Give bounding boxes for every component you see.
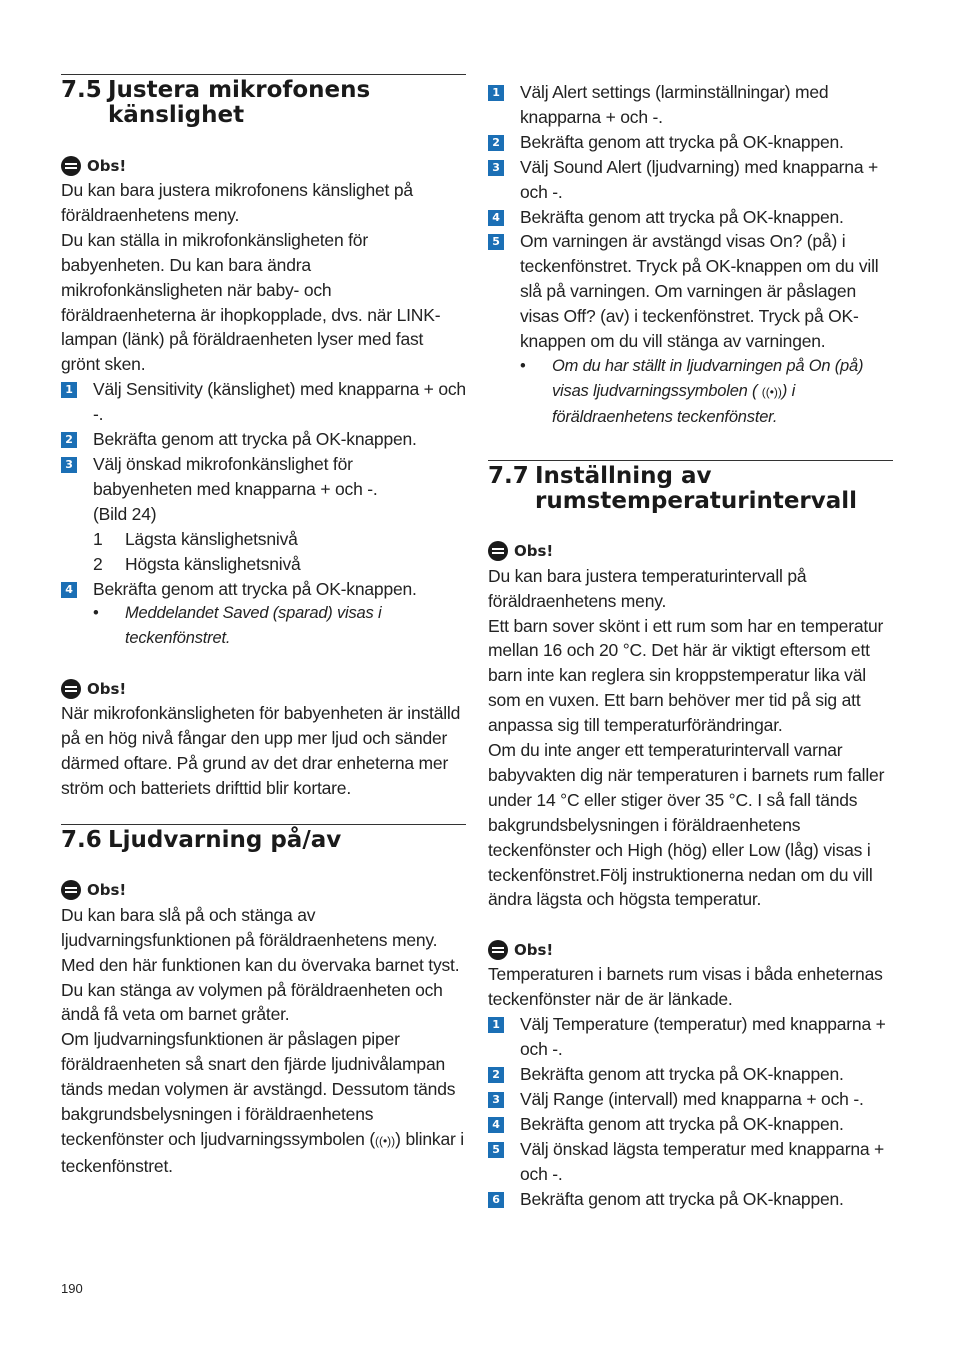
sub-item bbox=[61, 527, 466, 552]
section-7-7 bbox=[488, 460, 893, 1212]
note-icon bbox=[61, 880, 81, 900]
step-number: 1 bbox=[488, 85, 504, 101]
step-text: Välj Sensitivity (känslighet) med knapparna + och -. bbox=[93, 379, 466, 425]
step-list bbox=[488, 1012, 893, 1211]
step-text: Välj Alert settings (larminställningar) med knapparna + och -. bbox=[520, 82, 829, 127]
step-item bbox=[61, 452, 466, 527]
step-item bbox=[488, 1112, 893, 1137]
section-number: 7.5 bbox=[61, 77, 102, 103]
step-item bbox=[488, 1012, 893, 1062]
note-text: Du kan bara justera mikrofonens känslighet på föräldraenhetens meny. bbox=[61, 180, 413, 225]
step-item bbox=[488, 155, 893, 205]
step-item bbox=[61, 427, 466, 452]
sound-alert-icon: ((•)) bbox=[374, 1134, 396, 1148]
section-7-6-heading bbox=[61, 828, 466, 853]
step-text: Bekräfta genom att trycka på OK-knappen. bbox=[520, 1113, 844, 1134]
step-text: Om varningen är avstängd visas On? (på) i teckenfönstret. Tryck på OK-knappen om du vill slå på varningen. Om varningen är påslagen visas Off? (av) i teckenfönstret. Tryck på OK-knappen om du vill stänga av varningen. bbox=[520, 231, 879, 352]
step-item bbox=[488, 1087, 893, 1112]
step-item bbox=[488, 229, 893, 354]
bullet-text-part: ) i föräldraenhetens teckenfönster. bbox=[552, 381, 796, 426]
step-number: 6 bbox=[488, 1192, 504, 1208]
section-title: Ljudvarning på/av bbox=[108, 826, 342, 853]
step-number: 3 bbox=[488, 160, 504, 176]
bullet-text: Meddelandet Saved (sparad) visas i teckenfönstret. bbox=[125, 604, 382, 648]
step-text: Bekräfta genom att trycka på OK-knappen. bbox=[520, 1188, 844, 1209]
section-number: 7.6 bbox=[61, 826, 102, 853]
step-text: Bekräfta genom att trycka på OK-knappen. bbox=[520, 1064, 844, 1084]
section-title: Inställning av rumstemperaturintervall bbox=[535, 462, 858, 514]
note-icon bbox=[61, 156, 81, 176]
sub-number: 2 bbox=[93, 553, 103, 574]
bullet-item bbox=[488, 354, 893, 430]
note-label: Obs! bbox=[87, 881, 127, 900]
note-heading bbox=[488, 539, 893, 564]
bullet-dot: • bbox=[93, 604, 99, 623]
step-number: 1 bbox=[61, 382, 77, 398]
step-number: 4 bbox=[61, 582, 77, 598]
note-text bbox=[61, 1027, 466, 1178]
sub-text: Högsta känslighetsnivå bbox=[125, 553, 301, 574]
step-number: 5 bbox=[488, 234, 504, 250]
note-heading bbox=[61, 676, 466, 701]
note-text: Du kan bara justera temperaturintervall på föräldraenhetens meny. bbox=[488, 565, 807, 611]
sub-item bbox=[61, 552, 466, 577]
step-item bbox=[488, 1062, 893, 1087]
sound-alert-icon: ((•)) bbox=[761, 384, 782, 399]
note-text: Du kan bara slå på och stänga av ljudvarningsfunktionen på föräldraenhetens meny. Med den här funktionen kan du övervaka barnet tyst. Du kan stänga av volymen på föräldraenheten och ändå få veta om barnet gråter. bbox=[61, 904, 460, 1025]
bullet-item bbox=[61, 601, 466, 651]
step-number: 3 bbox=[61, 457, 77, 473]
step-text: Välj önskad lägsta temperatur med knapparna + och -. bbox=[520, 1138, 885, 1184]
sub-text: Lägsta känslighetsnivå bbox=[125, 528, 298, 549]
bullet-dot: • bbox=[520, 356, 526, 375]
note-text: Ett barn sover skönt i ett rum som har en temperatur mellan 16 och 20 °C. Det här är viktigt eftersom ett barn inte kan reglera sin kroppstemperatur lika väl som en vuxen. Ett barn behöver mer tid på sig att anpassa sig till temperaturförändringar. bbox=[488, 615, 884, 736]
step-list bbox=[488, 80, 893, 430]
step-item bbox=[488, 1187, 893, 1212]
note-label: Obs! bbox=[87, 679, 127, 698]
note-heading bbox=[61, 153, 466, 178]
note-icon bbox=[61, 679, 81, 699]
step-text: Bekräfta genom att trycka på OK-knappen. bbox=[93, 578, 417, 599]
right-column bbox=[488, 80, 893, 1211]
page-number: 190 bbox=[61, 1281, 83, 1296]
note-label: Obs! bbox=[514, 940, 554, 959]
note-label: Obs! bbox=[87, 156, 127, 175]
step-number: 2 bbox=[488, 135, 504, 151]
section-title: Justera mikrofonens känslighet bbox=[108, 77, 371, 128]
note-text: Du kan ställa in mikrofonkänsligheten för babyenheten. Du kan bara ändra mikrofonkänsligheten när baby- och föräldraenheterna är ihopkopplade, dvs. när LINK-lampan (länk) på föräldraenheten lyser med fast grönt sken. bbox=[61, 229, 441, 375]
step-item bbox=[61, 577, 466, 602]
left-column bbox=[61, 74, 466, 1179]
step-text: Välj Temperature (temperatur) med knapparna + och -. bbox=[520, 1014, 886, 1060]
note-label: Obs! bbox=[514, 542, 554, 561]
step-item bbox=[488, 80, 893, 130]
section-7-7-heading bbox=[488, 464, 893, 514]
step-text: Välj Sound Alert (ljudvarning) med knapparna + och -. bbox=[520, 156, 879, 202]
bullet-text bbox=[552, 354, 893, 430]
note-text-part: Om ljudvarningsfunktionen är påslagen piper föräldraenheten så snart den fjärde ljudnivålampan tänds medan volymen är avstängd. Dessutom tänds bakgrundsbelysningen i föräldraenhetens teckenfönster och ljudvarningssymbolen ( bbox=[61, 1029, 456, 1149]
note-text: När mikrofonkänsligheten för babyenheten är inställd på en hög nivå fångar den upp mer ljud och sänder därmed oftare. På grund av det drar enheterna mer ström och batteriets drifttid blir kortare. bbox=[61, 703, 461, 798]
step-number: 3 bbox=[488, 1092, 504, 1108]
step-text: Välj önskad mikrofonkänslighet för babyenheten med knapparna + och -. (Bild 24) bbox=[93, 453, 378, 524]
step-text: Bekräfta genom att trycka på OK-knappen. bbox=[93, 429, 417, 450]
note-text: Temperaturen i barnets rum visas i båda enheternas teckenfönster när de är länkade. bbox=[488, 964, 883, 1010]
section-number: 7.7 bbox=[488, 462, 529, 489]
step-number: 2 bbox=[61, 432, 77, 448]
step-number: 2 bbox=[488, 1067, 504, 1083]
section-7-5 bbox=[61, 74, 466, 801]
note-icon bbox=[488, 940, 508, 960]
sub-number: 1 bbox=[93, 528, 103, 549]
step-list bbox=[61, 377, 466, 651]
note-text: Om du inte anger ett temperaturintervall varnar babyvakten dig när temperaturen i barnets rum faller under 14 °C eller stiger över 35 °C. I så fall tänds bakgrundsbelysningen i föräldraenhetens teckenfönster och High (hög) eller Low (låg) visas i teckenfönstret.Följ instruktionerna nedan om du vill ändra lägsta och högsta temperatur. bbox=[488, 740, 885, 910]
section-7-5-heading bbox=[61, 78, 466, 128]
note-icon bbox=[488, 541, 508, 561]
note-text-part: ) blinkar i teckenfönstret. bbox=[61, 1129, 464, 1176]
bullet-text-part: Om du har ställt in ljudvarningen på On (på) visas ljudvarningssymbolen ( bbox=[552, 356, 864, 400]
section-7-6 bbox=[61, 824, 466, 1179]
step-text: Bekräfta genom att trycka på OK-knappen. bbox=[520, 206, 844, 227]
note-heading bbox=[61, 878, 466, 903]
step-item bbox=[488, 1137, 893, 1187]
step-number: 4 bbox=[488, 1117, 504, 1133]
note-heading bbox=[488, 937, 893, 962]
step-number: 1 bbox=[488, 1017, 504, 1033]
step-item bbox=[488, 130, 893, 155]
step-text: Välj Range (intervall) med knapparna + och -. bbox=[520, 1088, 864, 1109]
step-number: 4 bbox=[488, 210, 504, 226]
step-item bbox=[488, 205, 893, 230]
step-number: 5 bbox=[488, 1142, 504, 1158]
step-text: Bekräfta genom att trycka på OK-knappen. bbox=[520, 131, 844, 152]
step-item bbox=[61, 377, 466, 427]
